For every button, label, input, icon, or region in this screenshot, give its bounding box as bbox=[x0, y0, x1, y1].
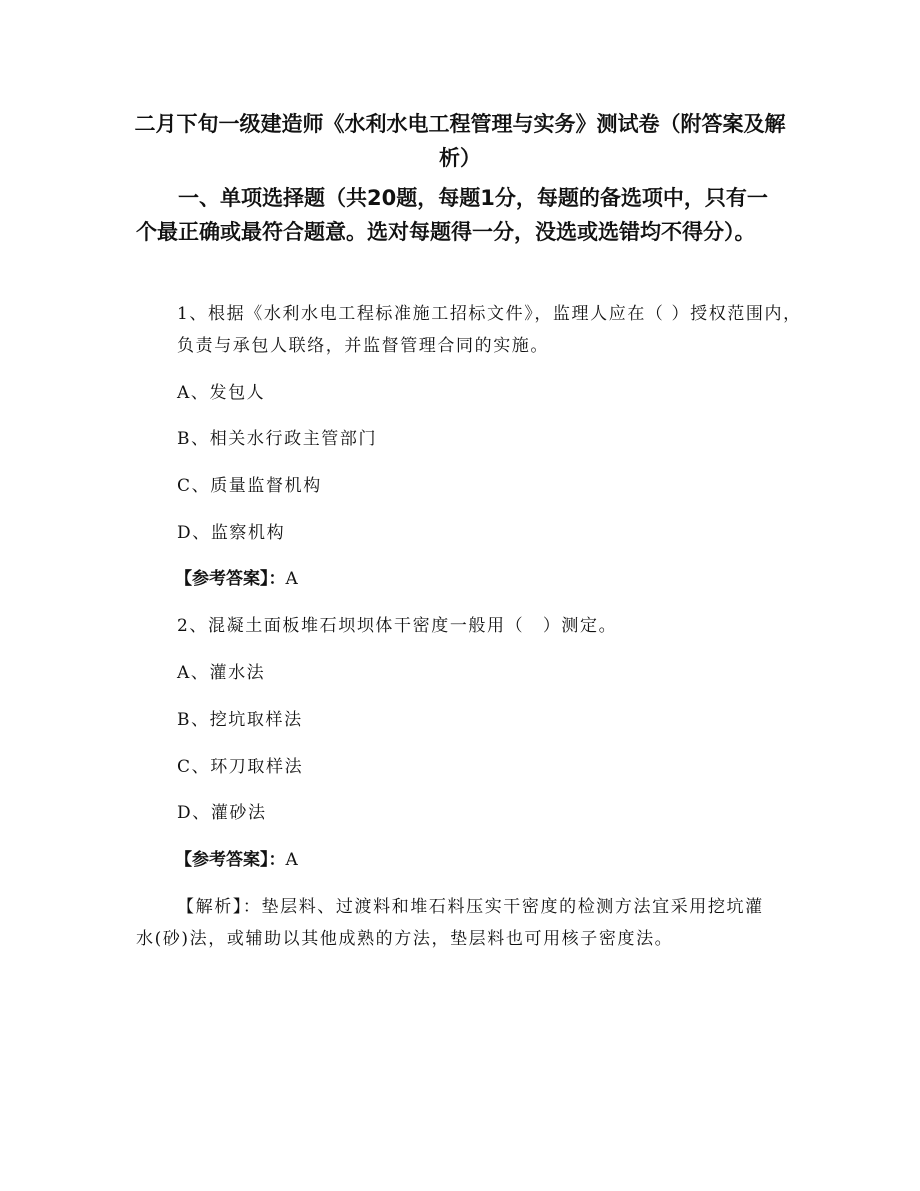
question-2-answer bbox=[175, 844, 298, 876]
question-1-option-b: B、相关水行政主管部门 bbox=[177, 429, 378, 449]
document-title: 二月下旬一级建造师《水利水电工程管理与实务》测试卷（附答案及解析） bbox=[134, 112, 786, 170]
answer-label: 【参考答案】： bbox=[175, 850, 286, 870]
question-2-option-a: A、灌水法 bbox=[177, 663, 266, 683]
answer-value: A bbox=[285, 569, 298, 589]
question-1-answer bbox=[175, 563, 298, 595]
question-1-option-d: D、监察机构 bbox=[177, 523, 286, 543]
question-2-option-d: D、灌砂法 bbox=[177, 803, 267, 823]
answer-value: A bbox=[285, 850, 298, 870]
question-2-option-b: B、挖坑取样法 bbox=[177, 710, 303, 730]
analysis-label: 【解析】： bbox=[177, 897, 262, 917]
question-2-option-c: C、环刀取样法 bbox=[177, 757, 304, 777]
question-1-stem: 1、根据《水利水电工程标准施工招标文件》，监理人应在（ ）授权范围内，负责与承包人联络，并监督管理合同的实施。 bbox=[177, 304, 802, 356]
question-2-analysis bbox=[136, 891, 776, 955]
question-2-stem: 2、混凝土面板堆石坝坝体干密度一般用（ ）测定。 bbox=[177, 616, 618, 636]
section-heading: 一、单项选择题（共20题，每题1分，每题的备选项中，只有一个最正确或最符合题意。选对每题得一分，没选或选错均不得分）。 bbox=[136, 186, 768, 244]
answer-label: 【参考答案】： bbox=[175, 569, 286, 589]
question-1-option-c: C、质量监督机构 bbox=[177, 476, 322, 496]
question-1-option-a: A、发包人 bbox=[177, 383, 266, 403]
analysis-text: 垫层料、过渡料和堆石料压实干密度的检测方法宜采用挖坑灌水(砂)法，或辅助以其他成熟的方法，垫层料也可用核子密度法。 bbox=[136, 897, 764, 949]
